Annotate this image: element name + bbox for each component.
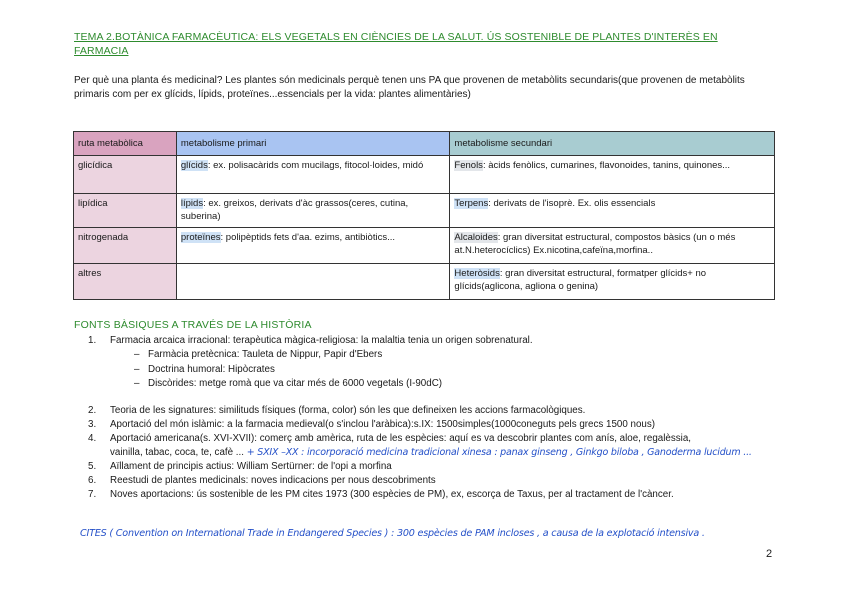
intro-paragraph: Per què una planta és medicinal? Les plantes són medicinals perquè tenen uns PA que provenen de metabòlits secundaris(que provenen de metabòlits primaris com per ex glícids, lípids, proteïnes...essencials per la vida: plantes alimentàries): [74, 75, 745, 100]
cell-primari: [176, 228, 450, 264]
highlight-term: glícids: [180, 160, 208, 171]
list-item: 4. Aportació americana(s. XVI-XVII): comerç amb amèrica, ruta de les espècies: aquí es va descobrir plantes com anís, aloe, regalèssia, vainilla, tabac, coca, te, cafè ... + SXIX –XX : incorporació medicina tradicional xinesa : panax ginseng , Ginkgo biloba , Ganoderma lucidum ...: [88, 432, 752, 458]
list-item-text: Teoria de les signatures: similituds físiques (forma, color) són les que defineixen les accions farmacològiques.: [110, 404, 586, 416]
table-row: [74, 264, 775, 300]
cell-text: : derivats de l'isoprè. Ex. olis essencials: [488, 198, 656, 209]
sub-list: [134, 348, 778, 392]
cell-ruta: lipídica: [74, 194, 177, 228]
list-item-text: vainilla, tabac, coca, te, cafè ...: [110, 446, 244, 458]
highlight-term: Alcaloides: [454, 232, 498, 243]
cell-text: : gran diversitat estructural, formatper glícids+ no glícids(aglicona, agliona o genina): [454, 268, 707, 292]
sub-list-item: – Discòrides: metge romà que va citar més de 6000 vegetals (I-90dC): [134, 377, 778, 392]
table-row: [74, 228, 775, 264]
cell-primari: [176, 156, 450, 194]
table-row: [74, 156, 775, 194]
list-item: 7. Noves aportacions: ús sostenible de les PM cites 1973 (300 espècies de PM), ex, escorça de Taxus, per al tractament de l'càncer.: [88, 488, 674, 500]
header-ruta: ruta metabòlica: [74, 132, 177, 156]
list-item-text: Farmacia arcaica irracional: terapèutica màgica-religiosa: la malaltia tenia un origen sobrenatural.: [110, 335, 533, 346]
cell-primari: [176, 264, 450, 300]
cell-ruta: altres: [74, 264, 177, 300]
cell-primari: [176, 194, 450, 228]
page-title: TEMA 2.BOTÀNICA FARMACÈUTICA: ELS VEGETALS EN CIÈNCIES DE LA SALUT. ÚS SOSTENIBLE DE PLANTES D'INTERÈS EN FARMACIA: [74, 31, 718, 57]
list-item: 2. Teoria de les signatures: similituds físiques (forma, color) són les que defineixen les accions farmacològiques.: [88, 404, 586, 416]
highlight-term: Fenols: [454, 160, 483, 171]
list-item: 6. Reestudi de plantes medicinals: noves indicacions per nous descobriments: [88, 474, 436, 486]
highlight-term: proteïnes: [180, 232, 221, 243]
cell-text: : àcids fenòlics, cumarines, flavonoides, tanins, quinones...: [482, 160, 731, 171]
cell-secundari: [450, 264, 775, 300]
metabolism-table: [73, 131, 775, 300]
list-item-text: Aportació americana(s. XVI-XVII): comerç amb amèrica, ruta de les espècies: aquí es va descobrir plantes com anís, aloe, regalèssia,: [110, 432, 692, 444]
section-heading: FONTS BÀSIQUES A TRAVÉS DE LA HISTÒRIA: [74, 319, 312, 331]
cell-secundari: [450, 194, 775, 228]
highlight-term: lípids: [180, 198, 204, 209]
list-item-text: Aportació del món islàmic: a la farmacia medieval(o s'inclou l'aràbica):s.IX: 1500simples(1000coneguts pels grecs 1500 nous): [110, 418, 656, 430]
handwritten-note: + SXIX –XX : incorporació medicina tradicional xinesa : panax ginseng , Ginkgo biloba , Ganoderma lucidum ...: [246, 446, 752, 458]
highlight-term: Terpens: [454, 198, 489, 209]
header-primari: metabolisme primari: [176, 132, 450, 156]
list-item-text: Noves aportacions: ús sostenible de les PM cites 1973 (300 espècies de PM), ex, escorça de Taxus, per al tractament de l'càncer.: [110, 488, 674, 500]
cell-text: : polipèptids fets d'aa. ezims, antibiòtics...: [220, 232, 395, 243]
sub-list-item: – Doctrina humoral: Hipòcrates: [134, 363, 778, 378]
list-item: 3. Aportació del món islàmic: a la farmacia medieval(o s'inclou l'aràbica):s.IX: 1500simples(1000coneguts pels grecs 1500 nous): [88, 418, 656, 430]
header-secundari: metabolisme secundari: [450, 132, 775, 156]
sub-list-item: – Farmàcia pretècnica: Tauleta de Nippur, Papir d'Ebers: [134, 348, 778, 363]
table-row: [74, 194, 775, 228]
list-item-text: Reestudi de plantes medicinals: noves indicacions per nous descobriments: [110, 474, 436, 486]
cell-ruta: nitrogenada: [74, 228, 177, 264]
table-header-row: [74, 132, 775, 156]
cell-secundari: [450, 156, 775, 194]
cell-secundari: [450, 228, 775, 264]
list-item-text: Aïllament de principis actius: William Sertürner: de l'opi a morfina: [110, 460, 392, 472]
cell-ruta: glicídica: [74, 156, 177, 194]
cell-text: : gran diversitat estructural, compostos bàsics (un o més at.N.heterocíclics) Ex.nicotina,cafeïna,morfina..: [454, 232, 736, 256]
history-list: [88, 334, 778, 502]
page-number: 2: [766, 548, 773, 560]
handwritten-cites-note: CITES ( Convention on International Trade in Endangered Species ) : 300 espècies de PAM incloses , a causa de la explotació intensiva .: [80, 528, 705, 539]
cell-text: : ex. polisacàrids com mucilags, fitocol·loides, midó: [207, 160, 424, 171]
cell-text: : ex. greixos, derivats d'àc grassos(ceres, cutina, suberina): [180, 198, 409, 222]
highlight-term: Heteròsids: [454, 268, 500, 279]
list-item: 1. Farmacia arcaica irracional: terapèutica màgica-religiosa: la malaltia tenia un origen sobrenatural. – Farmàcia pretècnica: Tauleta de Nippur, Papir d'Ebers – Doctrina humoral: Hipòcrates – Discòrides: metge romà que va citar més de 6000 vegetals (I-90dC): [88, 334, 778, 392]
list-item: 5. Aïllament de principis actius: William Sertürner: de l'opi a morfina: [88, 460, 392, 472]
